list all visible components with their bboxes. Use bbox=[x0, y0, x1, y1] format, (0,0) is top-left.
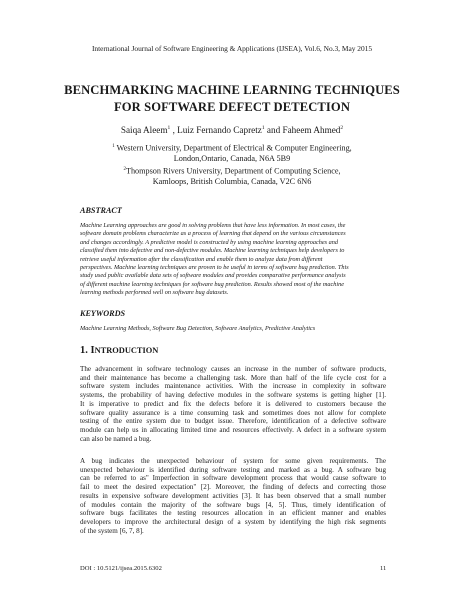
author-separator: , bbox=[170, 125, 178, 136]
introduction-heading: 1. INTRODUCTION bbox=[80, 345, 159, 356]
body-line: fail to meet the desired expectation" [2]. Moreover, the finding of defects and correcting those bbox=[80, 483, 386, 492]
intro-paragraph-1 bbox=[80, 365, 386, 443]
abstract-heading: ABSTRACT bbox=[80, 206, 122, 215]
author-affil-marker: 1 bbox=[167, 125, 171, 131]
author-name: Luiz Fernando Capretz bbox=[177, 125, 262, 136]
keywords-text: Machine Learning Methods, Software Bug Detection, Software Analytics, Predictive Analytics bbox=[80, 325, 316, 332]
affiliation-text: Thompson Rivers University, Department of Computing Science, bbox=[125, 166, 341, 176]
title-line-1: BENCHMARKING MACHINE LEARNING TECHNIQUES bbox=[64, 83, 400, 97]
body-line: unexpected behaviour is identified during software testing and marked as a bug. A software bug bbox=[80, 465, 386, 474]
paper-title bbox=[30, 82, 434, 116]
affiliation-2-line-1 bbox=[0, 165, 464, 177]
body-line: systems, the probability of having defective modules in the software systems is getting higher [1]. bbox=[80, 391, 386, 400]
doi-footer: DOI : 10.5121/ijsea.2015.6302 bbox=[80, 565, 162, 572]
body-line: It is imperative to predict and fix the defects before it is delivered to customers because the bbox=[80, 399, 386, 408]
abstract-line: study used public available data sets of software modules and provides comparative performance analysis bbox=[80, 272, 346, 280]
journal-header: International Journal of Software Engineering & Applications (IJSEA), Vol.6, No.3, May 2015 bbox=[91, 44, 373, 53]
abstract-line: perspectives. Machine learning techniques are proven to be useful in terms of software bug prediction. This bbox=[80, 264, 349, 272]
author-affil-marker: 1 bbox=[261, 125, 265, 131]
body-line: can be referred to as" Imperfection in software development process that would cause software to bbox=[80, 474, 386, 483]
affil-marker: 1 bbox=[112, 144, 115, 149]
author-affil-marker: 2 bbox=[340, 125, 344, 131]
page-number: 11 bbox=[380, 565, 387, 572]
abstract-line: retrieve useful information after the classification and enable them to analyze data from different bbox=[80, 255, 323, 263]
affiliation-1-line-2: London,Ontario, Canada, N6A 5B9 bbox=[173, 154, 291, 164]
abstract-line: classified them into defective and non-defective modules. Machine learning techniques help developers to bbox=[80, 247, 345, 255]
body-line: The advancement in software technology causes an increase in the number of software products, bbox=[80, 365, 386, 373]
affiliation-2-line-2: Kamloops, British Columbia, Canada, V2C 6N6 bbox=[152, 176, 312, 186]
intro-paragraph-2 bbox=[80, 457, 386, 535]
body-line: can also be named a bug. bbox=[80, 434, 152, 443]
affiliations bbox=[0, 142, 464, 187]
body-line: software system includes maintenance activities. With the increase in complexity in software bbox=[80, 382, 386, 391]
abstract-line: software domain problems characterize as a process of learning that depend on the various circumstances bbox=[80, 230, 346, 238]
body-line: developers to improve the architectural design of a system by identifying the high risk segments bbox=[80, 517, 386, 526]
abstract-line: of different machine learning techniques for software bug prediction. Results showed most of the machine bbox=[80, 280, 345, 288]
body-line: of modules contain the majority of the software bugs [4, 5]. Thus, timely identification of bbox=[80, 500, 386, 509]
body-line: A bug indicates the unexpected behaviour of system for some given requirements. The bbox=[80, 457, 386, 465]
body-line: results in expensive software development activities [3]. It has been observed that a small number bbox=[80, 491, 386, 500]
body-line: software bugs facilitates the testing resources allocation in an efficient manner and enables bbox=[80, 509, 386, 518]
abstract-line: Machine Learning approaches are good in solving problems that have less information. In most cases, the bbox=[80, 222, 346, 229]
abstract-line: learning methods performed well on software bug datasets. bbox=[80, 289, 229, 297]
affil-marker: 2 bbox=[123, 166, 126, 172]
affiliation-text: Western University, Department of Electrical & Computer Engineering, bbox=[114, 143, 352, 153]
title-line-2: FOR SOFTWARE DEFECT DETECTION bbox=[113, 100, 351, 114]
body-line: and their maintenance has become a challenging task. More than half of the life cycle cost for a bbox=[80, 373, 386, 382]
author-separator: and bbox=[264, 125, 283, 136]
author-list bbox=[0, 125, 464, 135]
abstract-line: and changes accordingly. A predictive model is constructed by using machine learning approaches and bbox=[80, 238, 339, 246]
author-name: Faheem Ahmed bbox=[282, 125, 341, 136]
abstract-body bbox=[80, 222, 385, 298]
body-line: of the system [6, 7, 8]. bbox=[80, 526, 144, 535]
affiliation-1-line-1 bbox=[0, 142, 464, 154]
body-line: module can help us in allocating limited time and resources effectively. A defect in a software system bbox=[80, 425, 386, 434]
author-name: Saiqa Aleem bbox=[120, 125, 168, 136]
keywords-heading: KEYWORDS bbox=[80, 309, 126, 318]
body-line: software quality assurance is a time consuming task and sometimes does not allow for complete bbox=[80, 408, 386, 417]
body-line: testing of the entire system due to budget issue. Therefore, identification of a defective software bbox=[80, 417, 386, 426]
